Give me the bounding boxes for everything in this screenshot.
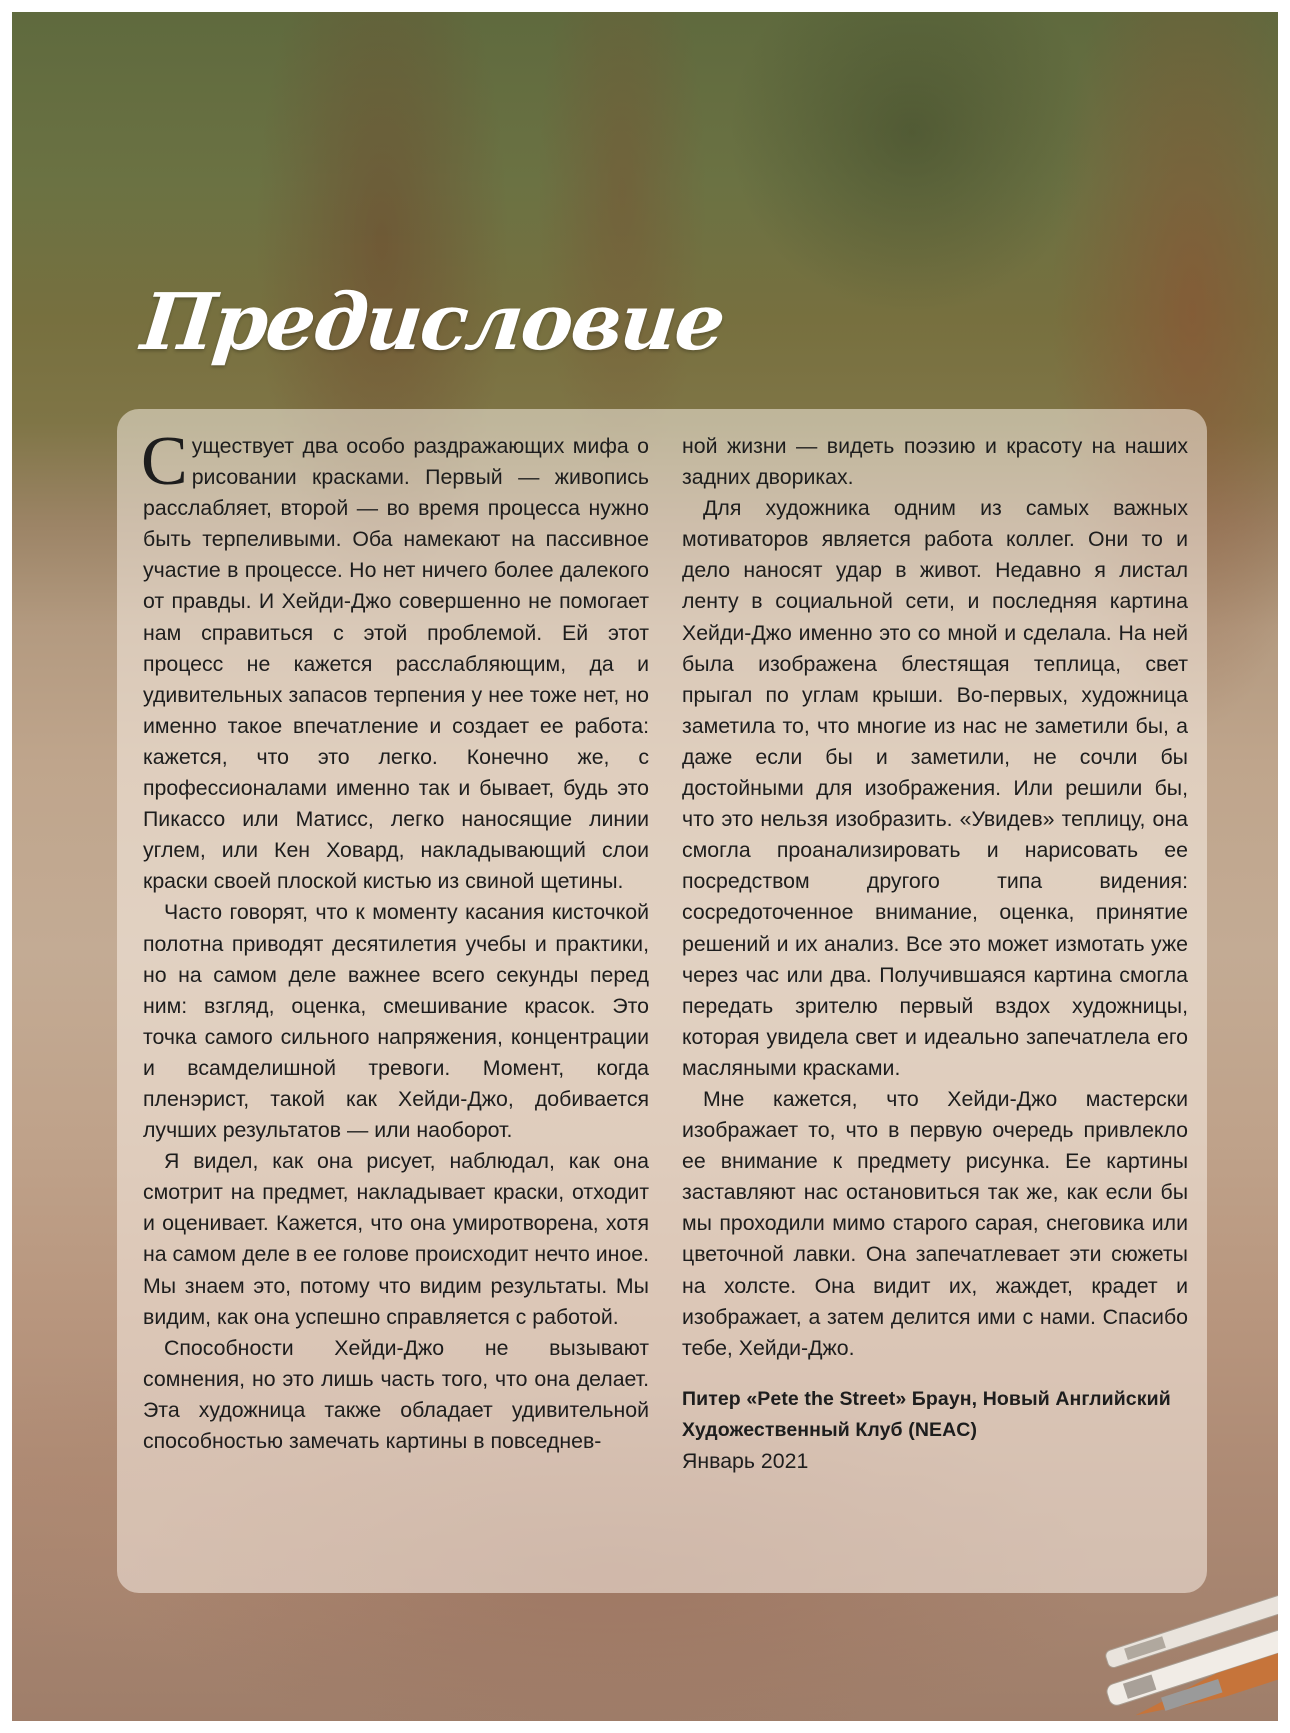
paragraph: Часто говорят, что к моменту касания кисточкой полотна приводят десятилетия учебы и практики, но на самом деле важнее всего секунды перед ним: взгляд, оценка, смешивание красок. Это точка самого сильного напряжения, концентрации и всамделишной тревоги. Момент, когда пленэрист, такой как Хейди-Джо, добивается лучших результатов — или наоборот.	[143, 900, 649, 1143]
paragraph: Я видел, как она рисует, наблюдал, как она смотрит на предмет, накладывает краски, отходит и оценивает. Кажется, что она умиротворена, хотя на самом деле в ее голове происходит нечто иное. Мы знаем это, потому что видим результаты. Мы видим, как она успешно справляется с работой.	[143, 1149, 649, 1329]
page-title: Предисловие	[137, 277, 728, 368]
paragraph: ной жизни — видеть поэзию и красоту на наших задних двориках.	[682, 434, 1188, 490]
paragraph-text: уществует два особо раздражающих мифа о рисовании красками. Первый — живопись расслабляет, второй — во время процесса нужно быть терпеливыми. Оба намекают на пассивное участие в процессе. Но нет ничего более далекого от правды. И Хейди-Джо совершенно не помогает нам справиться с этой проблемой. Ей этот процесс не кажется расслабляющим, да и удивительных запасов терпения у нее тоже нет, но именно такое впечатление и создает ее работа: кажется, что это легко. Конечно же, с профессионалами именно так и бывает, будь это Пикассо или Матисс, легко наносящие линии углем, или Кен Ховард, накладывающий слои краски своей плоской кистью из свиной щетины.	[143, 434, 649, 894]
paintbrushes-illustration	[1088, 1531, 1278, 1721]
paragraph: Мне кажется, что Хейди-Джо мастерски изображает то, что в первую очередь привлекло ее внимание к предмету рисунка. Ее картины заставляют нас остановиться так же, как если бы мы проходили мимо старого сарая, снеговика или цветочной лавки. Она запечатлевает эти сюжеты на холсте. Она видит их, жаждет, крадет и изображает, а затем делится ими с нами. Спасибо тебе, Хейди-Джо.	[682, 1086, 1188, 1360]
signature: Питер «Pete the Street» Браун, Новый Английский Художественный Клуб (NEAC)	[682, 1387, 1171, 1441]
paragraph: Способности Хейди-Джо не вызывают сомнения, но это лишь часть того, что она делает. Эта художница также обладает удивительной способностью замечать картины в повседнев-	[143, 1335, 649, 1453]
text-panel	[117, 409, 1207, 1593]
date: Январь 2021	[682, 1448, 809, 1473]
left-column	[141, 423, 649, 1457]
right-column	[682, 431, 1188, 1477]
paragraph	[141, 423, 649, 897]
page-background	[12, 12, 1278, 1721]
drop-cap: С	[141, 423, 188, 500]
paragraph: Для художника одним из самых важных мотиваторов является работа коллег. Они то и дело наносят удар в живот. Недавно я листал ленту в социальной сети, и последняя картина Хейди-Джо именно это со мной и сделала. На ней была изображена блестящая теплица, свет прыгал по углам крыши. Во-первых, художница заметила то, что многие из нас не заметили бы, а даже если бы и заметили, не сочли бы достойными для изображения. Или решили бы, что это нельзя изобразить. «Увидев» теплицу, она смогла проанализировать и нарисовать ее посредством другого типа видения: сосредоточенное внимание, оценка, принятие решений и их анализ. Все это может измотать уже через час или два. Получившаяся картина смогла передать зрителю первый вздох художницы, которая увидела свет и идеально запечатлела его масляными красками.	[682, 496, 1188, 1080]
